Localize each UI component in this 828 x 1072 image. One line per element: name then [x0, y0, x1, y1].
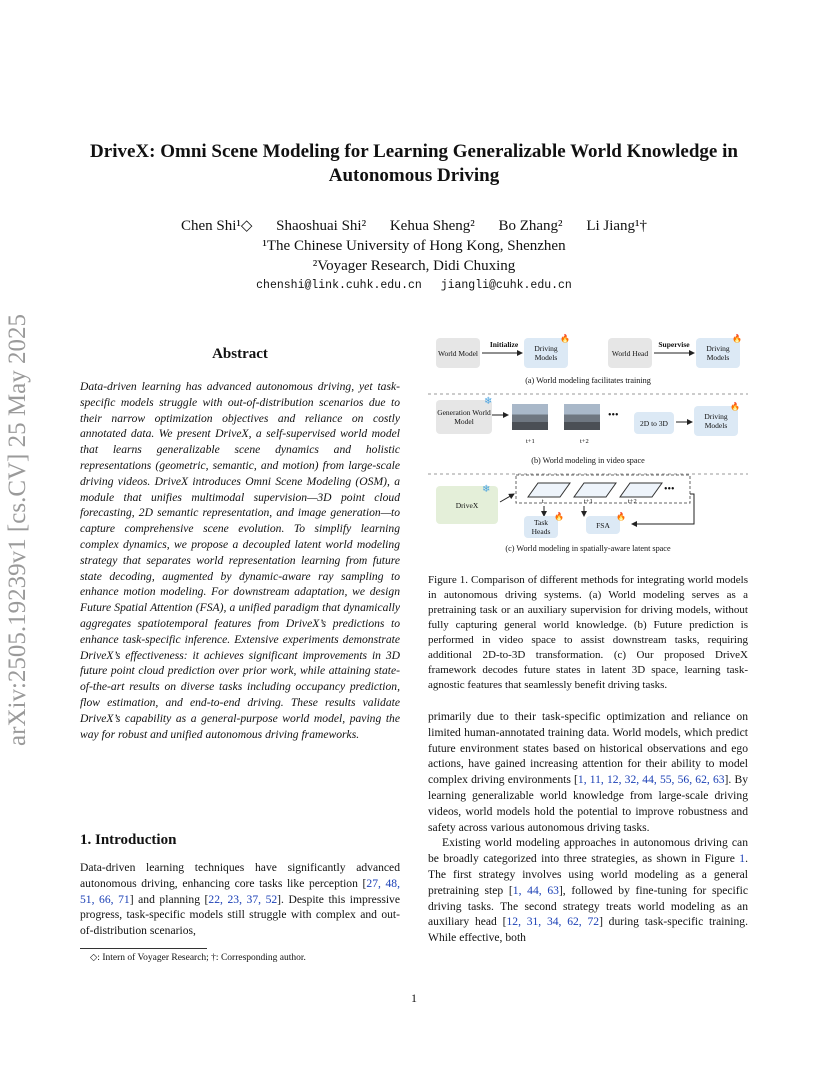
fire-icon: 🔥 [554, 512, 564, 521]
ellipsis: ••• [664, 484, 675, 495]
email[interactable]: jiangli@cuhk.edu.cn [440, 279, 572, 292]
world-head-box: World Head [608, 338, 652, 368]
author: Bo Zhang² [498, 218, 563, 234]
citation-link[interactable]: 12, 31, 34, 62, 72 [506, 915, 600, 929]
figure-link[interactable]: 1 [739, 852, 746, 866]
author: Kehua Sheng² [389, 218, 475, 234]
email[interactable]: chenshi@link.cuhk.edu.cn [256, 279, 422, 292]
section-heading-introduction: 1. Introduction [80, 832, 177, 848]
paper-title [60, 140, 768, 188]
task-heads-box: Task Heads [524, 516, 558, 538]
subfigure-b-caption: (b) World modeling in video space [531, 456, 645, 465]
figure-1-caption: Figure 1. Comparison of different methods for integrating world models in autonomous driving systems. (a) World modeling serves as a pretraining task or an auxiliary supervision for driving models, without fully capturing general world knowledge. (b) Future prediction is performed in video space to assist downstream tasks, requiring additional 2D-to-3D transformation. (c) Our proposed DriveX framework decodes future states in latent 3D space, learning task-agnostic features that seamlessly benefit driving tasks. [428, 574, 748, 691]
citation-link[interactable]: 1, 44, 63 [512, 883, 559, 897]
citation-link[interactable]: 1, 11, 12, 32, 44, 55, 56, 62, 63 [577, 773, 725, 787]
fire-icon: 🔥 [732, 334, 742, 343]
initialize-label: Initialize [489, 340, 519, 349]
video-frame [512, 404, 548, 430]
latent-label: t [542, 498, 544, 505]
figure-1 [428, 334, 748, 562]
fire-icon: 🔥 [560, 334, 570, 343]
paragraph: primarily due to their task-specific optimization and reliance on limited human-annotated training data. World models, which predict future environment states based on historical observations and ego actions, have gained increasing attention for their ability to model complex driving environments [1, 11, 12, 32, 44, 55, 56, 62, 63]. By learning generalizable world knowledge from large-scale driving videos, world models hold the potential to improve robustness and safety across various autonomous driving tasks. [428, 710, 749, 834]
latent-label: t+1 [584, 498, 593, 505]
affiliation: ¹The Chinese University of Hong Kong, Shenzhen [262, 238, 566, 254]
citation-link[interactable]: 22, 23, 37, 52 [208, 892, 278, 906]
page-number: 1 [411, 991, 417, 1005]
driving-models-box: Driving Models [694, 406, 738, 436]
generation-world-model-box: Generation World Model [436, 400, 492, 434]
footnote-divider [80, 948, 207, 949]
video-frame [564, 404, 600, 430]
abstract-body: Data-driven learning has advanced autonomous driving, yet task-specific models struggle with out-of-distribution scenarios due to their narrow optimization objectives and reliance on costly annotated data. We present DriveX, a self-supervised world model that learns generalizable scene dynamics and holistic representations (geometric, semantic, and motion) from large-scale driving videos. DriveX introduces Omni Scene Modeling (OSM), a module that unifies multimodal supervision—3D point cloud forecasting, 2D semantic representation, and image generation—to capture comprehensive scene evolution. To simplify learning complex dynamics, we propose a decoupled latent world modeling strategy that separates world representation learning from future state decoding, augmented by dynamic-aware ray sampling to enhance motion modeling. For downstream adaptation, we design Future Spatial Attention (FSA), a unified paradigm that dynamically aggregates spatiotemporal features from DriveX’s predictions to enhance task-specific inference. Extensive experiments demonstrate DriveX’s effectiveness: it achieves significant improvements in 3D future point cloud prediction over prior work, while attaining state-of-the-art results on diverse tasks including occupancy prediction, flow estimation, and end-to-end driving. These results validate DriveX’s capability as a general-purpose world model, paving the way for robust and unified autonomous driving frameworks. [80, 380, 400, 741]
fsa-box: FSA [586, 516, 620, 534]
author: Li Jiang¹† [586, 218, 648, 234]
citation-link[interactable]: 27, 48, 51, 66, 71 [80, 876, 400, 906]
snowflake-icon: ❄ [482, 484, 491, 495]
frame-label: t+1 [526, 438, 535, 445]
drivex-box: DriveX [436, 486, 498, 524]
driving-models-box: Driving Models [524, 338, 568, 368]
abstract-heading: Abstract [212, 346, 268, 362]
affiliation: ²Voyager Research, Didi Chuxing [312, 258, 516, 274]
fire-icon: 🔥 [730, 402, 740, 411]
driving-models-box: Driving Models [696, 338, 740, 368]
arxiv-stamp: arXiv:2505.19239v1 [cs.CV] 25 May 2025 [4, 314, 31, 746]
world-model-box: World Model [436, 338, 480, 368]
intro-paragraph: Data-driven learning techniques have significantly advanced autonomous driving, enhancing core tasks like perception [27, 48, 51, 66, 71] and planning [22, 23, 37, 52]. Despite this impressive progress, task-specific models still struggle with complex and out-of-distribution scenarios, [80, 861, 401, 938]
author: Chen Shi¹◇ [180, 218, 253, 234]
author-emails [100, 279, 728, 292]
snowflake-icon: ❄ [484, 396, 493, 407]
paragraph: Existing world modeling approaches in autonomous driving can be broadly categorized into three strategies, as shown in Figure 1. The first strategy involves using world modeling as a general pretraining step [1, 44, 63], followed by fine-tuning for specific driving tasks. The second strategy treats world modeling as an auxiliary head [12, 31, 34, 62, 72] during task-specific training. While effective, both [428, 836, 749, 945]
author-list [100, 216, 728, 236]
title-line-2: Autonomous Driving [328, 165, 500, 186]
supervise-label: Supervise [658, 340, 690, 349]
fire-icon: 🔥 [616, 512, 626, 521]
title-line-1: DriveX: Omni Scene Modeling for Learning Generalizable World Knowledge in [90, 141, 738, 162]
subfigure-c-caption: (c) World modeling in spatially-aware latent space [505, 544, 671, 553]
subfigure-a-caption: (a) World modeling facilitates training [525, 376, 651, 385]
right-column-text [428, 709, 748, 946]
footnote: ◇: Intern of Voyager Research; †: Corresponding author. [90, 953, 306, 963]
latent-label: t+2 [628, 498, 637, 505]
2d-to-3d-box: 2D to 3D [634, 412, 674, 434]
ellipsis: ••• [608, 410, 619, 421]
author: Shaoshuai Shi² [276, 218, 367, 234]
frame-label: t+2 [580, 438, 589, 445]
